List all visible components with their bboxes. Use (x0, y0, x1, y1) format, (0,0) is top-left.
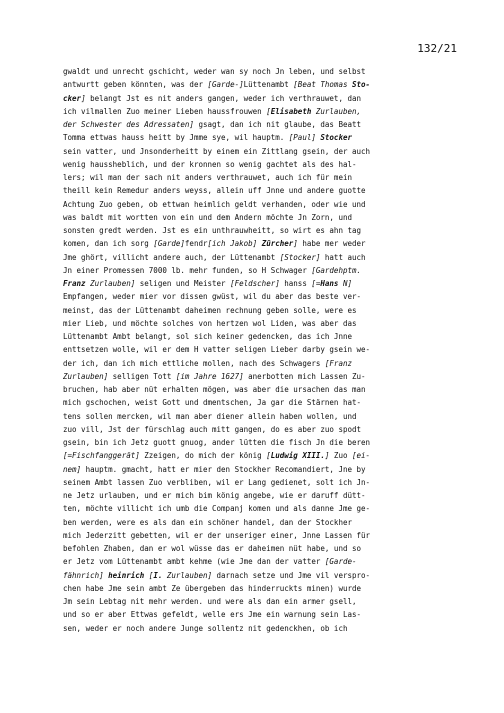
text-segment: und so er aber Ettwas gefeldt, welle ers Jme ein warnung sein Las- (63, 610, 362, 620)
editorial-note: [Gardehptm. (311, 265, 362, 275)
emphasized-name: Ludwig XIII. (270, 451, 325, 461)
text-segment: hatt auch (320, 252, 366, 262)
text-segment: fendr (184, 239, 208, 249)
text-segment: mich Jederzitt gebetten, wil er der unseriger einer, Jnne Lassen für (63, 530, 371, 540)
editorial-note: N] (338, 279, 352, 288)
text-line (63, 622, 463, 635)
emphasized-name: Zürcher (261, 239, 294, 249)
editorial-note: Zurlauben] (63, 371, 109, 381)
text-segment: ten, möchte villicht ich umb die Companj komen und als danne Jme ge- (63, 504, 371, 514)
text-line (63, 542, 463, 555)
emphasized-name: Franz (63, 279, 86, 288)
editorial-note: der Schwester des Adressaten] (63, 120, 194, 129)
text-segment: befohlen Zhaben, dan er wol wüsse das er daheimen nüt habe, und so (63, 544, 362, 553)
text-line (63, 158, 463, 171)
text-line (63, 529, 463, 542)
text-line (63, 476, 463, 489)
text-segment: was baldt mit wortten von ein und dem Andern möchte Jn Zorn, und (63, 212, 352, 222)
text-line (63, 251, 463, 264)
editorial-note: [ (266, 106, 271, 116)
text-line (63, 171, 463, 184)
text-segment: enttsetzen wolle, wil er dem H vatter seligen Lieber darby gsein we- (63, 345, 371, 355)
text-segment: Zuo (329, 451, 352, 461)
text-line (63, 224, 463, 237)
text-segment: ich vilmallen Zuo meiner Lieben haussfrouwen (63, 106, 267, 116)
text-segment: ben werden, were es als dan ein schöner handel, dan der Stockher (63, 517, 352, 527)
text-line (63, 449, 463, 462)
editorial-note: [Franz (324, 358, 352, 368)
editorial-note: [Garde- (324, 557, 357, 567)
editorial-note: [= (311, 279, 321, 288)
editorial-note: [Garde-] (207, 80, 244, 90)
text-line (63, 502, 463, 515)
text-segment: Tomma ettwas hauss heitt by Jmme sye, wil hauptm. (63, 133, 289, 143)
text-segment: sen, weder er noch andere Junge sollentz nit gedenckhen, ob ich (63, 623, 348, 633)
text-line (63, 330, 463, 343)
editorial-note: Zurlauben] (162, 570, 213, 580)
text-segment: Lüttenambt (243, 80, 294, 90)
text-line (63, 489, 463, 502)
text-segment: theill kein Remedur anders weyss, allein uff Jnne und andere guotte (63, 186, 366, 196)
text-segment: Lüttenambt Ambt belangt, sol sich keiner gedencken, das ich Jnne (63, 332, 352, 341)
text-segment: Achtung Zuo geben, ob ettwan heimlich geldt verhanden, oder wie und (63, 199, 366, 209)
text-segment: komen, dan ich sorg (63, 239, 154, 249)
text-segment: ne Jetz urlauben, und er mich bim könig angebe, wie er daruff dütt- (63, 491, 366, 500)
text-segment: chen habe Jme sein ambt Ze übergeben das hinderruckts minen) wurde (63, 583, 362, 593)
text-segment: mier Lieb, und möchte solches von hertzen wol Liden, was aber das (63, 318, 357, 328)
editorial-note: [im Jahre 1627] (175, 371, 244, 381)
text-segment: antwurtt geben könnten, was der (63, 80, 208, 90)
editorial-note: [Stocker] (279, 252, 321, 262)
editorial-note: ] (81, 93, 86, 103)
text-segment: lers; wil man der sach nit anders verthrauwet, auch ich für mein (63, 173, 352, 182)
editorial-note: nem] (63, 464, 82, 474)
text-segment: Jn einer Promessen 7000 lb. mehr funden, so H Schwager (63, 265, 312, 275)
text-segment: anerbotten mich Lassen Zu- (243, 371, 366, 381)
text-line (63, 595, 463, 608)
editorial-note: Zurlauben, (311, 106, 362, 116)
editorial-note: ] (293, 239, 298, 249)
text-segment: wenig haussheblich, und der kronnen so wenig gachtet als des hal- (63, 159, 357, 169)
text-line (63, 290, 463, 303)
text-line (63, 569, 463, 582)
text-line (63, 264, 463, 277)
text-line (63, 317, 463, 330)
emphasized-name: heinrich (108, 570, 145, 580)
editorial-note: [ (144, 570, 154, 580)
text-segment: Empfangen, weder mier vor dissen gwüst, wil du aber das beste ver- (63, 292, 362, 302)
editorial-note: [=Fischfanggerät] (63, 451, 140, 461)
text-line (63, 555, 463, 568)
text-line (63, 211, 463, 224)
text-segment: hauptm. gmacht, hatt er mier den Stockher Recomandiert, Jne by (81, 464, 366, 474)
editorial-note: [ei- (352, 451, 371, 461)
text-segment: seligen und Meister (135, 279, 231, 288)
document-text (63, 65, 463, 635)
text-line (63, 516, 463, 529)
text-segment: darnach setze und Jme vil verspro- (212, 570, 371, 580)
text-segment: er Jetz vom Lüttenambt ambt kehme (wie Jme dan der vatter (63, 557, 325, 567)
text-segment: der ich, dan ich mich ettliche mollen, nach des Schwagers (63, 358, 325, 368)
emphasized-name: Stocker (320, 133, 352, 143)
text-segment: belangt Jst es nit anders gangen, weder ich verthrauwet, dan (85, 93, 362, 103)
emphasized-name: Hans (320, 279, 339, 288)
text-segment: tens sollen mercken, wil man aber diener allein haben wollen, und (63, 411, 357, 421)
text-segment: sonsten gredt werden. Jst es ein unthrauwheitt, so wirt es ahn tag (63, 226, 362, 235)
text-line (63, 582, 463, 595)
text-line (63, 436, 463, 449)
text-segment: hanss (279, 279, 312, 288)
text-segment: gwaldt und unrecht gschicht, weder wan sy noch Jn leben, und selbst (63, 67, 366, 76)
text-segment: seinem Ambt lassen Zuo verbliben, wil er Lang gedienet, solt ich Jn- (63, 477, 371, 487)
text-segment: gsein, bin ich Jetz guott gnuog, ander lütten die fisch Jn die beren (63, 438, 371, 447)
text-segment: Zzeigen, do mich der könig (139, 451, 267, 461)
text-line (63, 383, 463, 396)
text-segment: Jm sein Lebtag nit mehr werden. und were als dan ein armer gsell, (63, 597, 357, 606)
editorial-note: [Paul] (288, 133, 321, 143)
text-line (63, 410, 463, 423)
editorial-note: fähnrich] (63, 570, 104, 580)
editorial-note: [Garde] (153, 239, 185, 249)
text-line (63, 277, 463, 290)
text-line (63, 463, 463, 476)
text-line (63, 608, 463, 621)
text-line (63, 131, 463, 144)
editorial-note: [ (266, 451, 271, 461)
emphasized-name: Sto- (352, 80, 371, 90)
page-number: 132/21 (417, 42, 457, 55)
text-line (63, 65, 463, 78)
text-line (63, 237, 463, 250)
text-segment: bruchen, hab aber nüt erhalten mögen, was aber die ursachen das man (63, 385, 366, 394)
text-line (63, 198, 463, 211)
text-segment: habe mer weder (297, 239, 366, 249)
text-line (63, 423, 463, 436)
text-line (63, 370, 463, 383)
editorial-note: [ich Jakob] (207, 239, 262, 249)
text-line (63, 105, 463, 118)
text-line (63, 118, 463, 131)
text-line (63, 145, 463, 158)
editorial-note: ] (324, 451, 330, 461)
emphasized-name: Elisabeth (270, 106, 312, 116)
text-segment: sein vatter, und Jnsonderheitt by einem ein Zittlang gsein, der auch (63, 146, 371, 156)
text-line (63, 357, 463, 370)
text-segment: meinst, das der Lüttenambt daheimen rechnung geben solle, were es (63, 305, 357, 315)
text-segment: Jme ghört, villicht andere auch, der Lüttenambt (63, 252, 280, 262)
editorial-note: [Beat Thomas (293, 80, 352, 90)
text-line (63, 78, 463, 91)
text-segment: selligen Tott (108, 371, 176, 381)
text-segment: mich gschochen, weist Gott und dmentschen, Ja gar die Stärnen hat- (63, 398, 362, 408)
emphasized-name: I. (153, 570, 163, 580)
text-segment: gsagt, dan ich nit glaube, das Beatt (193, 120, 362, 129)
text-line (63, 304, 463, 317)
text-line (63, 343, 463, 356)
editorial-note: Zurlauben] (85, 279, 136, 288)
text-line (63, 396, 463, 409)
text-line (63, 92, 463, 105)
text-line (63, 184, 463, 197)
emphasized-name: cker (63, 93, 82, 103)
text-segment: zuo vill, Jst der fürschlag auch mitt gangen, do es aber zuo spodt (63, 424, 362, 434)
editorial-note: [Feldscher] (230, 279, 280, 288)
